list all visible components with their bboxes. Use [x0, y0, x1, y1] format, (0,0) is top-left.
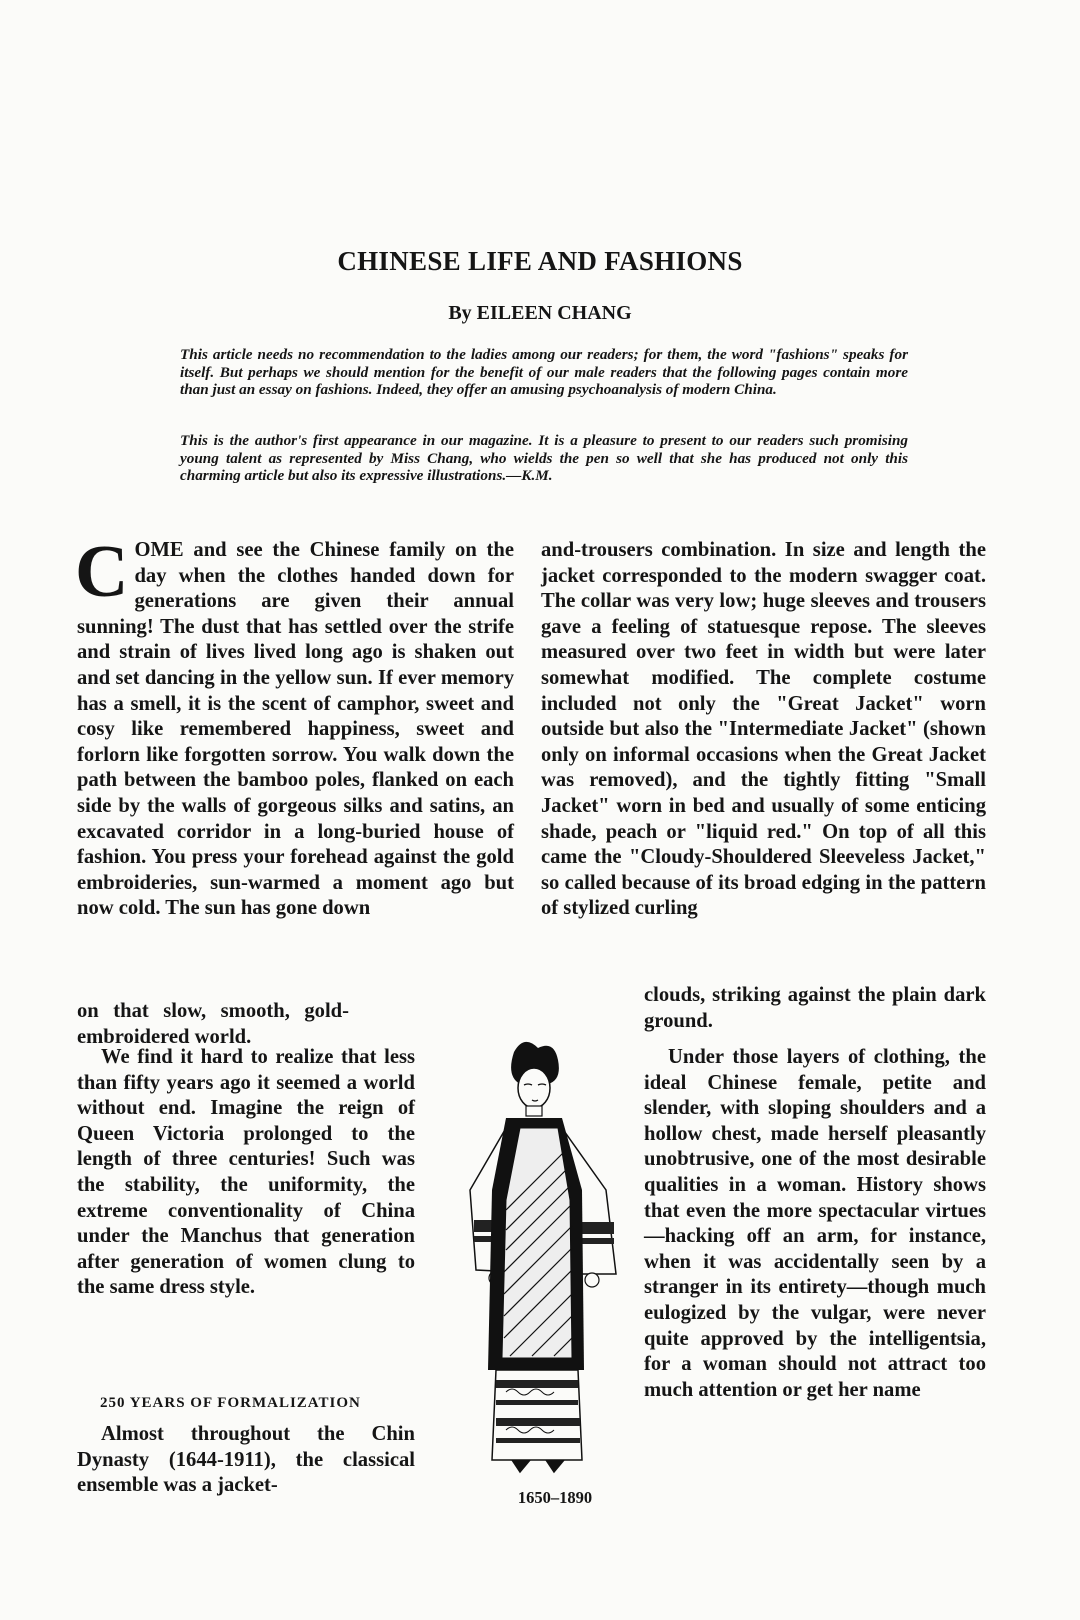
section-subhead: 250 YEARS OF FORMALIZATION	[100, 1395, 361, 1411]
right-paragraph-1-tail: clouds, striking against the plain dark ground.	[644, 984, 986, 1032]
illustration-caption: 1650–1890	[517, 1488, 593, 1507]
drop-cap: C	[75, 531, 129, 613]
left-paragraph-1-tail: on that slow, smooth, gold-embroidered world.	[77, 1000, 349, 1048]
left-paragraph-2: We find it hard to realize that less than fifty years ago it seemed a world without end. Imagine the reign of Queen Victoria prolonged to the length of three centuries! Such was the stability, the uniformity, the extreme conventionality of China under the Manchus that generation after generation of women clung to the same dress style.	[77, 1046, 415, 1299]
right-paragraph-1: and-trousers combination. In size and length the jacket corresponded to the modern swagger coat. The collar was very low; huge sleeves and trousers gave a feeling of statuesque repose. The sleeves measured over two feet in width but were later somewhat modified. The complete costume included not only the "Great Jacket" worn outside but also the "Intermediate Jacket" (shown only on informal occasions when the Great Jacket was removed), and the tightly fitting "Small Jacket" worn in bed and usually of some enticing shade, peach or "liquid red." On top of all this came the "Cloudy-Shouldered Sleeveless Jacket," so called because of its broad edging in the pattern of stylized curling	[541, 539, 986, 920]
editor-note-2: This is the author's first appearance in our magazine. It is a pleasure to present to our readers such promising young talent as represented by Miss Chang, who wields the pen so well that she has produced not only this charming article but also its expressive illustrations.—K.M.	[180, 432, 908, 484]
editor-note-1: This article needs no recommendation to the ladies among our readers; for them, the word "fashions" speaks for itself. But perhaps we should mention for the benefit of our male readers that the following pages contain more than just an essay on fashions. Indeed, they offer an amusing psychoanalysis of modern China.	[180, 346, 908, 398]
right-paragraph-2: Under those layers of clothing, the ideal Chinese female, petite and slender, with sloping shoulders and a hollow chest, made herself pleasantly unobtrusive, one of the most desirable qualities in a woman. History shows that even the more spectacular virtues—hacking off an arm, for instance, when it was accidentally seen by a stranger in its entirety—though much eulogized by the vulgar, were never quite approved by the intelligentsia, for a woman should not attract too much attention or get her name	[644, 1046, 986, 1401]
left-paragraph-3: Almost throughout the Chin Dynasty (1644-1911), the classical ensemble was a jacket-	[77, 1423, 415, 1497]
article-title: CHINESE LIFE AND FASHIONS	[337, 246, 743, 276]
costume-illustration	[466, 1040, 642, 1480]
left-column-top	[75, 531, 514, 922]
article-byline: By EILEEN CHANG	[448, 302, 632, 324]
left-paragraph-1: OME and see the Chinese family on the day when the clothes handed down for generations are given their annual sunning! The dust that has settled over the strife and strain of lives lived long ago is shaken out and set dancing in the yellow sun. If ever memory has a smell, it is the scent of camphor, sweet and cosy like remembered happiness, sweet and forlorn like forgotten sorrow. You walk down the path between the bamboo poles, flanked on each side by the walls of gorgeous silks and satins, an excavated corridor in a long-buried house of fashion. You press your forehead against the gold embroideries, sun-warmed a moment ago but now cold. The sun has gone down	[77, 539, 514, 920]
